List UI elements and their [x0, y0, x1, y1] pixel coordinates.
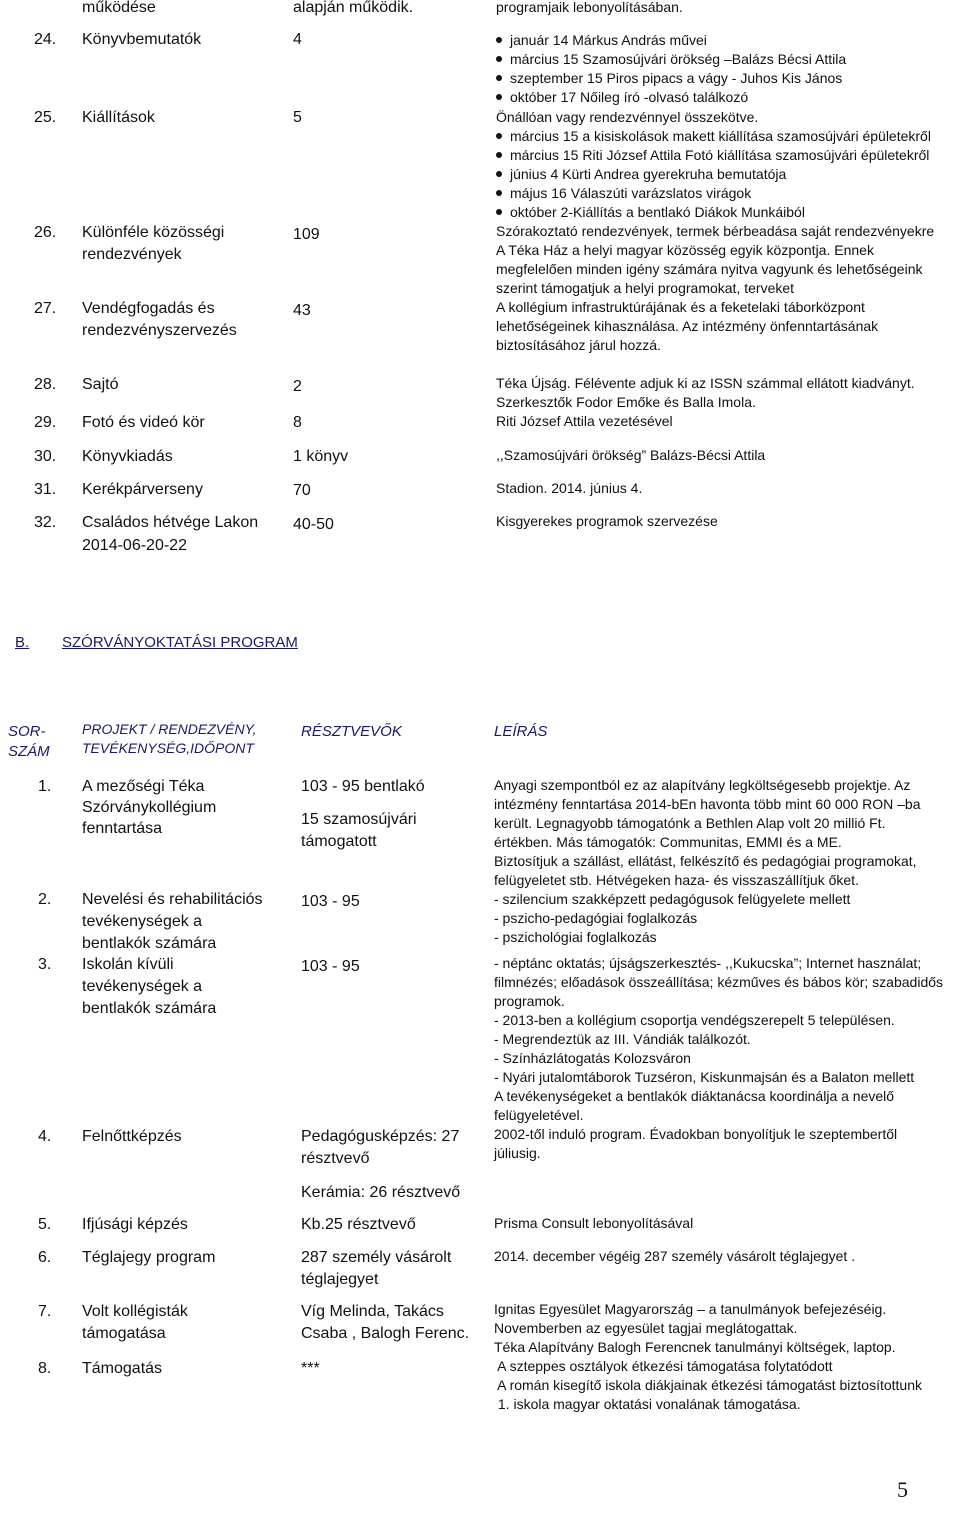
participants: 103 - 95	[301, 893, 360, 910]
description-text: Riti József Attila vezetésével	[496, 413, 673, 429]
row-name: Könyvbemutatók	[82, 31, 202, 48]
row-number: 8.	[38, 1360, 52, 1377]
row-number: 1.	[38, 778, 52, 795]
bullet-item: június 4 Kürti Andrea gyerekruha bemutatója	[496, 165, 786, 184]
row-number: 26.	[34, 224, 57, 241]
bullet-item: szeptember 15 Piros pipacs a vágy - Juhos Kis János	[496, 69, 842, 88]
participants: ***	[301, 1360, 320, 1377]
participants: támogatott	[301, 833, 377, 850]
row-count: 43	[293, 302, 311, 319]
participants: Csaba , Balogh Ferenc.	[301, 1325, 470, 1342]
participants: Pedagógusképzés: 27	[301, 1128, 460, 1145]
bullet-item: január 14 Márkus András művei	[496, 31, 707, 50]
project-name: tevékenységek a	[82, 913, 203, 930]
bullet-icon	[496, 209, 502, 215]
row-name: Kerékpárverseny	[82, 481, 203, 498]
project-name: bentlakók számára	[82, 935, 217, 952]
description-block: - néptánc oktatás; újságszerkesztés- ,,Kukucska”; Internet használat; filmnézés; előadások összeállítása; kézműves és bábos kör; szabadidős programok. - 2013-ben a kollégium csoportja vendégszerepelt 5 településen. - Megrendeztük az III. Vándiák találkozót. - Színházlátogatás Kolozsváron - Nyári jutalomtáborok Tuzséron, Kiskunmajsán és a Balaton mellett A tevékenységeket a bentlakók diáktanácsa koordinálja a nevelő felügyeletével.	[494, 955, 944, 1123]
section-letter: B.	[15, 634, 30, 651]
bullet-icon	[496, 133, 502, 139]
description-block: - szilencium szakképzett pedagógusok felügyelete mellett - pszicho-pedagógiai foglalkozás - pszichológiai foglalkozás	[494, 891, 851, 945]
header-number: SZÁM	[8, 743, 50, 760]
project-name: A mezőségi Téka	[82, 778, 205, 795]
row-name-date: 2014-06-20-22	[82, 537, 187, 554]
bullet-icon	[496, 152, 502, 158]
participants: Víg Melinda, Takács	[301, 1303, 444, 1320]
project-name: Ifjúsági képzés	[82, 1216, 188, 1233]
project-name: Iskolán kívüli	[82, 956, 174, 973]
description-block: Ignitas Egyesület Magyarország – a tanulmányok befejezéséig. Novemberben az egyesület tagjai meglátogattak. Téka Alapítvány Balogh Ferencnek tanulmányi költségek, laptop.	[494, 1301, 896, 1355]
bullet-icon	[496, 94, 502, 100]
row-count: 2	[293, 378, 302, 395]
row-name: Könyvkiadás	[82, 448, 173, 465]
row-name: Családos hétvége Lakon	[82, 514, 259, 531]
row-name: Sajtó	[82, 376, 119, 393]
description-block: Szórakoztató rendezvények, termek bérbeadása saját rendezvényekre A Téka Ház a helyi magyar közösség egyik központja. Ennek megfelelően minden igény számára nyitva vagyunk és lehetőségeink szerint támogatjuk a helyi programokat, terveket	[496, 223, 935, 296]
project-name: fenntartása	[82, 820, 163, 837]
project-name: tevékenységek a	[82, 978, 203, 995]
description-text: 2014. december végéig 287 személy vásárolt téglajegyet .	[494, 1248, 856, 1264]
description-block: A szteppes osztályok étkezési támogatása folytatódott A román kisegítő iskola diákjainak étkezési támogatást biztosítottunk 1. iskola magyar oktatási vonalának támogatása.	[494, 1358, 923, 1412]
description-text: Önállóan vagy rendezvénnyel összekötve.	[496, 109, 759, 125]
project-name: Nevelési és rehabilitációs	[82, 891, 263, 908]
header-project: TEVÉKENYSÉG,IDŐPONT	[82, 740, 254, 756]
row-number: 30.	[34, 448, 57, 465]
bullet-item: október 17 Nőileg író -olvasó találkozó	[496, 88, 748, 107]
bullet-item: október 2-Kiállítás a bentlakó Diákok Munkáiból	[496, 203, 805, 222]
participants: Kb.25 résztvevő	[301, 1216, 416, 1233]
row-number: 3.	[38, 956, 52, 973]
bullet-icon	[496, 75, 502, 81]
row-number: 4.	[38, 1128, 52, 1145]
bullet-item: március 15 Szamosújvári örökség –Balázs Bécsi Attila	[496, 50, 846, 69]
section-title: SZÓRVÁNYOKTATÁSI PROGRAM	[62, 634, 298, 651]
participants: 103 - 95 bentlakó	[301, 778, 425, 795]
bullet-icon	[496, 171, 502, 177]
row-number: 27.	[34, 300, 57, 317]
row-count: 5	[293, 109, 302, 126]
row-name: Vendégfogadás és	[82, 300, 215, 317]
description-block: A kollégium infrastruktúrájának és a feketelaki táborközpont lehetőségeinek kihasználása. Az intézmény önfenntartásának biztosításához járul hozzá.	[496, 299, 879, 353]
header-description: LEÍRÁS	[494, 723, 548, 740]
bullet-item: május 16 Válaszúti varázslatos virágok	[496, 184, 751, 203]
row-name: rendezvényszervezés	[82, 322, 237, 339]
project-name: Volt kollégisták	[82, 1303, 188, 1320]
project-name: Felnőttképzés	[82, 1128, 182, 1145]
top-cell-1: működése	[82, 0, 156, 16]
participants: résztvevő	[301, 1150, 370, 1167]
row-count: 70	[293, 482, 311, 499]
project-name: Téglajegy program	[82, 1249, 216, 1266]
row-name: rendezvények	[82, 246, 182, 263]
participants: 103 - 95	[301, 958, 360, 975]
bullet-item: március 15 Riti József Attila Fotó kiállítása szamosújvári épületekről	[496, 146, 929, 165]
row-number: 31.	[34, 481, 57, 498]
description-text: Prisma Consult lebonyolításával	[494, 1215, 694, 1231]
description-block: Anyagi szempontból ez az alapítvány legköltségesebb projektje. Az intézmény fenntartása 2014-bEn havonta több mint 60 000 RON –ba került. Legnagyobb támogatónk a Bethlen Alap volt 20 millió Ft. értékben. Más támogatók: Communitas, EMMI és a ME. Biztosítjuk a szállást, ellátást, felkészítő és pedagógiai programokat, felügyeletet stb. Hétvégeken haza- és visszaszállítjuk őket.	[494, 777, 921, 888]
row-number: 5.	[38, 1216, 52, 1233]
project-name: támogatása	[82, 1325, 166, 1342]
participants: Kerámia: 26 résztvevő	[301, 1184, 461, 1201]
project-name: bentlakók számára	[82, 1000, 217, 1017]
header-participants: RÉSZTVEVŐK	[301, 723, 402, 740]
top-cell-3: programjaik lebonyolításában.	[496, 0, 683, 15]
header-project: PROJEKT / RENDEZVÉNY,	[82, 721, 257, 737]
description-text: Kisgyerekes programok szervezése	[496, 513, 718, 529]
row-count: 8	[293, 414, 302, 431]
row-number: 32.	[34, 514, 57, 531]
row-name: Fotó és videó kör	[82, 414, 205, 431]
description-block: 2002-től induló program. Évadokban bonyolítjuk le szeptembertől júliusig.	[494, 1126, 898, 1161]
row-count: 40-50	[293, 516, 334, 533]
participants: 287 személy vásárolt	[301, 1249, 452, 1266]
row-count: 4	[293, 31, 302, 48]
bullet-icon	[496, 56, 502, 62]
bullet-icon	[496, 37, 502, 43]
description-text: ,,Szamosújvári örökség” Balázs-Bécsi Attila	[496, 447, 766, 463]
row-number: 28.	[34, 376, 57, 393]
header-number: SOR-	[8, 723, 46, 740]
description-block: Téka Újság. Félévente adjuk ki az ISSN számmal ellátott kiadványt. Szerkesztők Fodor Emőke és Balla Imola.	[496, 375, 915, 410]
row-number: 25.	[34, 109, 57, 126]
project-name: Szórványkollégium	[82, 799, 217, 816]
row-number: 2.	[38, 891, 52, 908]
top-cell-2: alapján működik.	[293, 0, 414, 16]
page-number: 5	[897, 1477, 908, 1502]
bullet-icon	[496, 190, 502, 196]
row-number: 29.	[34, 414, 57, 431]
row-number: 6.	[38, 1249, 52, 1266]
description-text: Stadion. 2014. június 4.	[496, 480, 643, 496]
row-count: 1 könyv	[293, 448, 349, 465]
row-name: Kiállítások	[82, 109, 155, 126]
participants: 15 szamosújvári	[301, 811, 417, 828]
row-number: 7.	[38, 1303, 52, 1320]
row-count: 109	[293, 226, 320, 243]
project-name: Támogatás	[82, 1360, 163, 1377]
bullet-item: március 15 a kisiskolások makett kiállítása szamosújvári épületekről	[496, 127, 931, 146]
row-name: Különféle közösségi	[82, 224, 225, 241]
row-number: 24.	[34, 31, 57, 48]
participants: téglajegyet	[301, 1271, 379, 1288]
